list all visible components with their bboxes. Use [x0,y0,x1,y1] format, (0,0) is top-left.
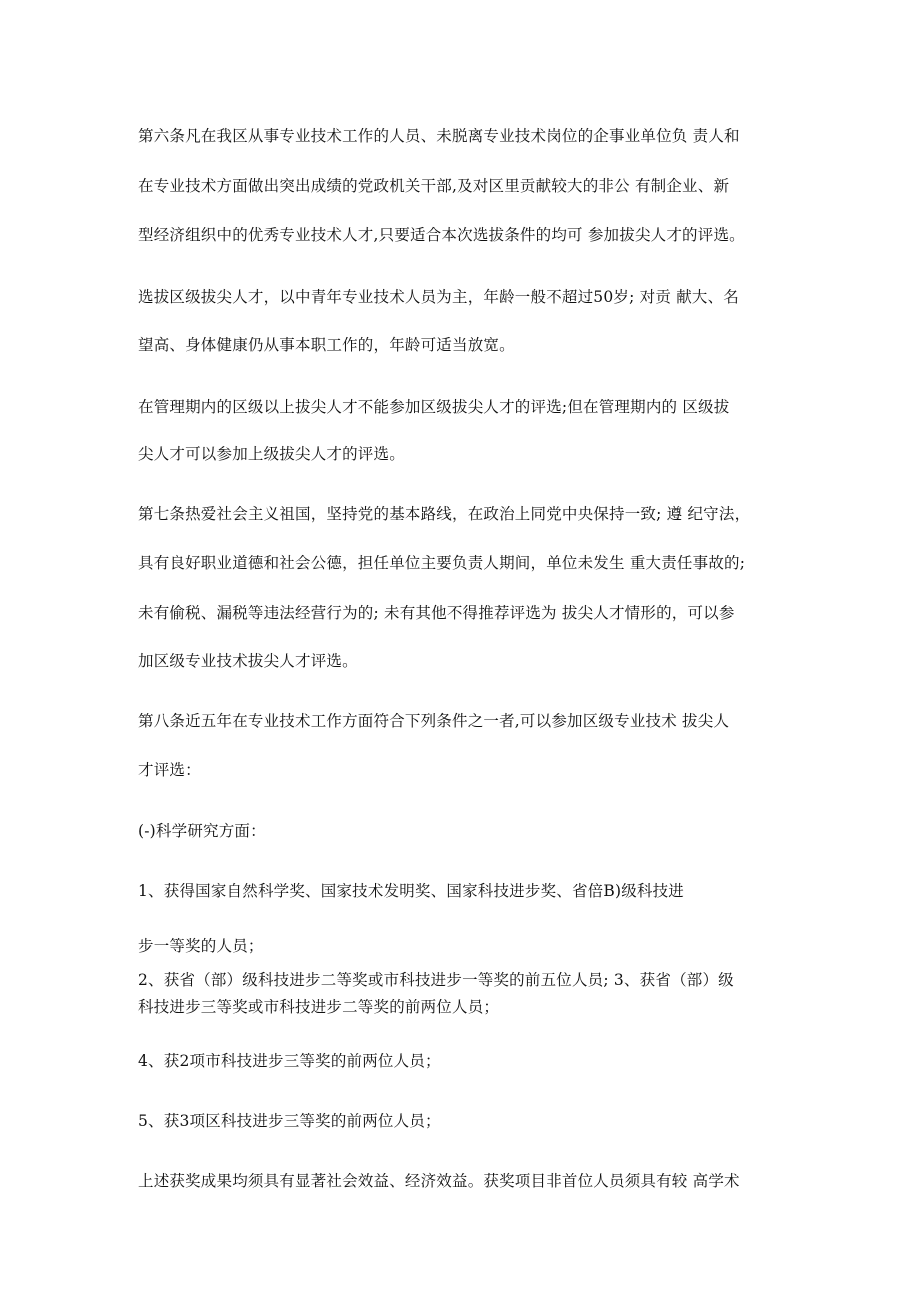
text-line-article-7-3: 未有偷税、漏税等违法经营行为的; 未有其他不得推荐评选为 拔尖人才情形的，可以参 [138,604,735,622]
text-line-age-1: 选拔区级拔尖人才，以中青年专业技术人员为主，年龄一般不超过50岁; 对贡 献大、名 [138,288,740,306]
text-line-article-7-4: 加区级专业技术拔尖人才评选。 [138,652,358,670]
text-line-age-2: 望高、身体健康仍从事本职工作的，年龄可适当放宽。 [138,336,515,354]
text-line-item-4: 4、获2项市科技进步三等奖的前两位人员； [138,1052,441,1070]
text-line-management-2: 尖人才可以参加上级拔尖人才的评选。 [138,445,405,463]
text-line-article-6-1: 第六条凡在我区从事专业技术工作的人员、未脱离专业技术岗位的企事业单位负 责人和 [138,127,740,145]
text-line-article-8-1: 第八条近五年在专业技术工作方面符合下列条件之一者,可以参加区级专业技术 拔尖人 [138,712,730,730]
text-line-article-7-1: 第七条热爱社会主义祖国，坚持党的基本路线，在政治上同党中央保持一致; 遵 纪守法， [138,505,751,523]
text-line-item-1a: 1、获得国家自然科学奖、国家技术发明奖、国家科技进步奖、省倍B)级科技进 [138,882,685,900]
text-line-item-3b: 科技进步三等奖或市科技进步二等奖的前两位人员； [138,998,500,1016]
text-line-item-2-3a: 2、获省（部）级科技进步二等奖或市科技进步一等奖的前五位人员; 3、获省（部）级 [138,971,734,989]
text-line-management-1: 在管理期内的区级以上拔尖人才不能参加区级拔尖人才的评选;但在管理期内的 区级拔 [138,398,730,416]
text-line-article-6-3: 型经济组织中的优秀专业技术人才,只要适合本次选拔条件的均可 参加拔尖人才的评选。 [138,226,745,244]
text-line-article-8-2: 才评选： [138,761,201,779]
text-line-science-heading: (-)科学研究方面： [138,822,266,840]
text-line-awards-note: 上述获奖成果均须具有显著社会效益、经济效益。获奖项目非首位人员须具有较 高学术 [138,1172,740,1190]
text-line-article-6-2: 在专业技术方面做出突出成绩的党政机关干部,及对区里贡献较大的非公 有制企业、新 [138,177,730,195]
text-line-item-5: 5、获3项区科技进步三等奖的前两位人员； [138,1112,441,1130]
text-line-item-1b: 步一等奖的人员； [138,937,264,955]
text-line-article-7-2: 具有良好职业道德和社会公德，担任单位主要负责人期间，单位未发生 重大责任事故的; [138,554,746,572]
